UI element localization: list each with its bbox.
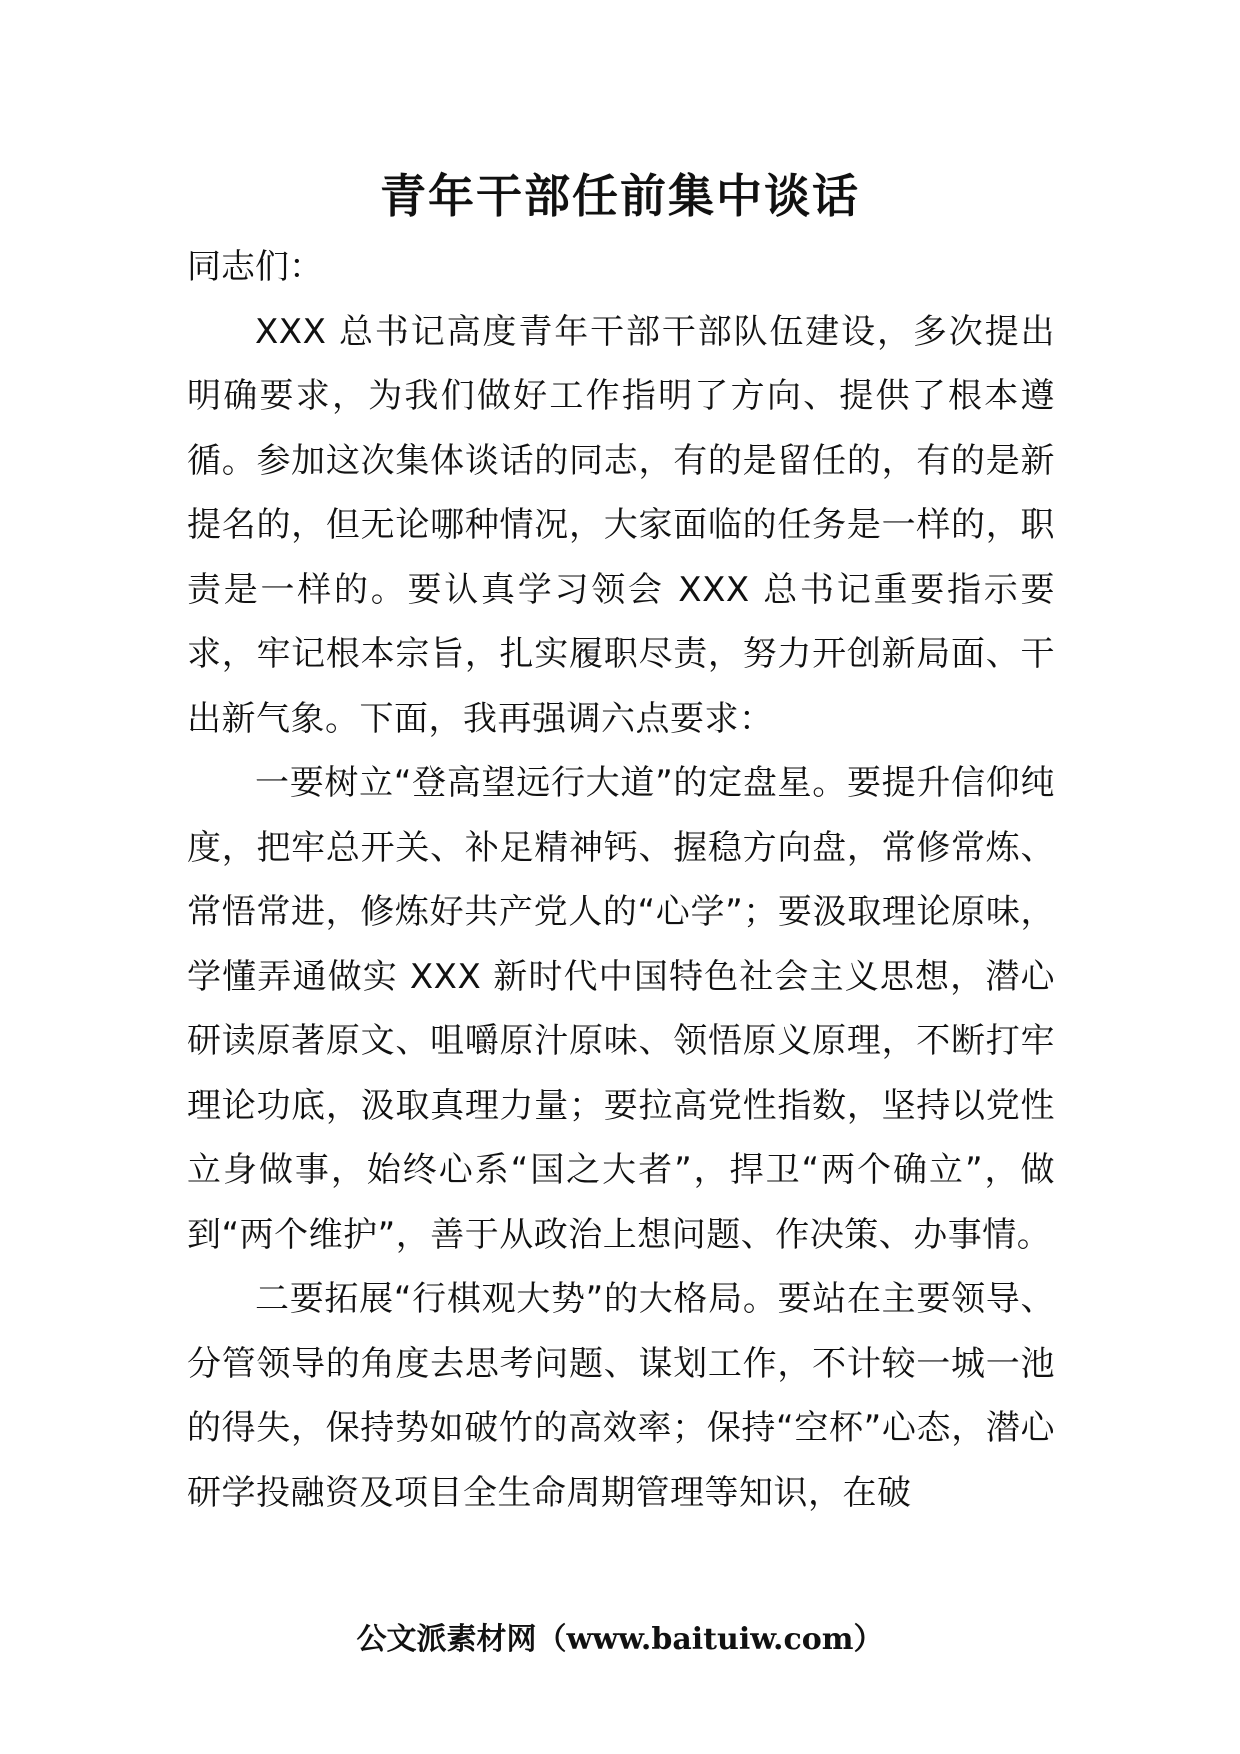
- footer-watermark: 公文派素材网（www.baituiw.com）: [356, 1622, 884, 1657]
- salutation: 同志们：: [187, 247, 323, 287]
- paragraph-point-one: 一要树立“登高望远行大道”的定盘星。要提升信仰纯度，把牢总开关、补足精神钙、握稳方向盘，常修常炼、常悟常进，修炼好共产党人的“心学”；要汲取理论原味，学懂弄通做实 XXX 新时代中国特色社会主义思想，潜心研读原著原文、咀嚼原汁原味、领悟原义原理，不断打牢理论功底，汲取真理力量；要拉高党性指数，坚持以党性立身做事，始终心系“国之大者”，捍卫“两个确立”，做到“两个维护”，善于从政治上想问题、作决策、办事情。: [187, 763, 1055, 1255]
- paragraph-point-two: 二要拓展“行棋观大势”的大格局。要站在主要领导、分管领导的角度去思考问题、谋划工作，不计较一城一池的得失，保持势如破竹的高效率；保持“空杯”心态，潜心研学投融资及项目全生命周期管理等知识，在破: [187, 1279, 1055, 1513]
- document-title: 青年干部任前集中谈话: [380, 169, 860, 223]
- document-body: [187, 235, 1055, 1525]
- paragraph-intro: XXX 总书记高度青年干部干部队伍建设，多次提出明确要求，为我们做好工作指明了方向、提供了根本遵循。参加这次集体谈话的同志，有的是留任的，有的是新提名的，但无论哪种情况，大家面临的任务是一样的，职责是一样的。要认真学习领会 XXX 总书记重要指示要求，牢记根本宗旨，扎实履职尽责，努力开创新局面、干出新气象。下面，我再强调六点要求：: [187, 311, 1055, 739]
